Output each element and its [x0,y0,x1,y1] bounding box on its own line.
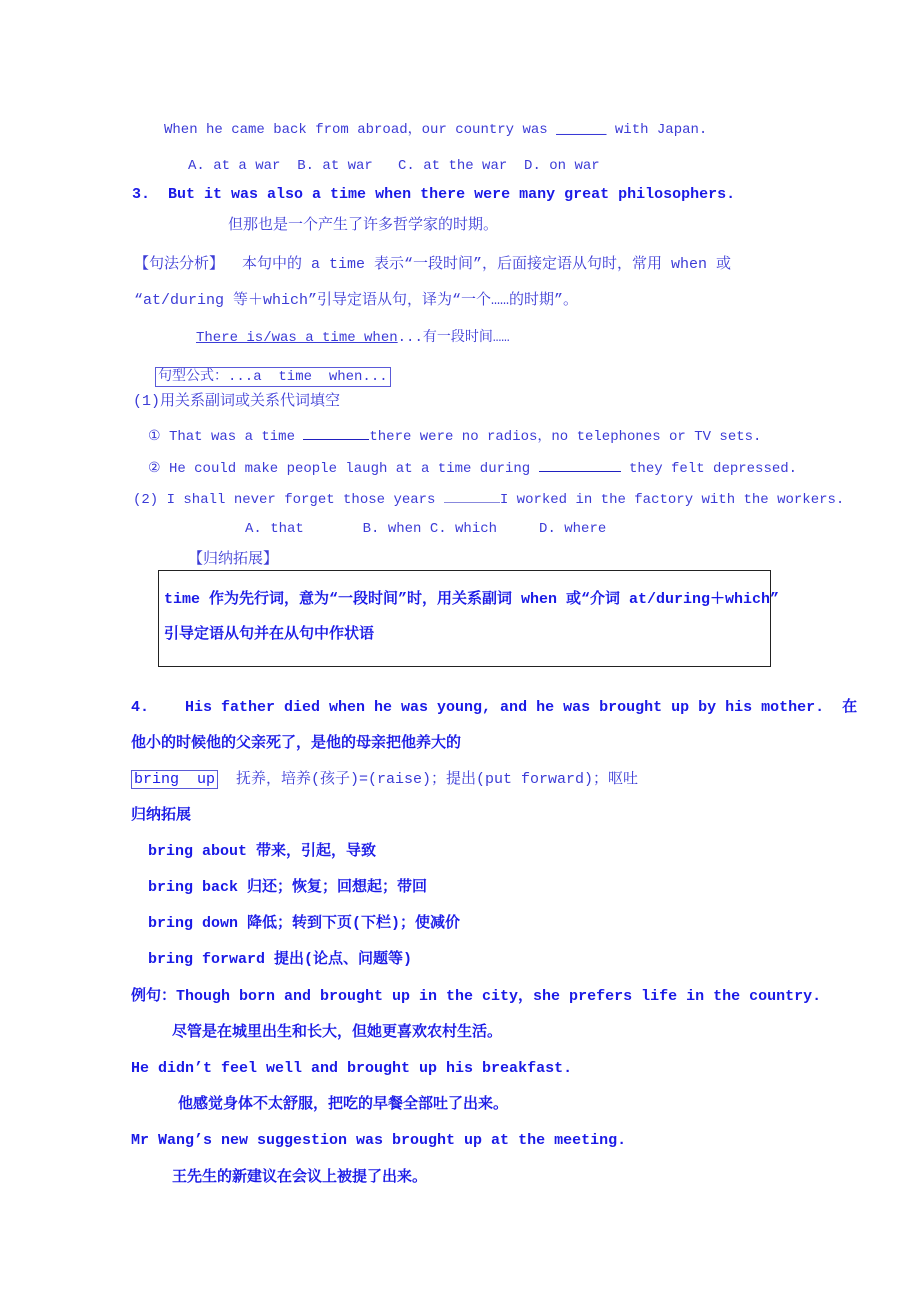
exercise-1 [148,425,761,446]
exercise-3 [133,488,844,509]
exercise-3-options: A. that B. when C. which D. where [245,521,607,537]
q4-expand-title: 归纳拓展 [131,807,192,824]
example-en: He didn’t feel well and brought up his breakfast. [131,1060,573,1077]
ex3-text-a: (2) I shall never forget those years [133,492,444,508]
phrase-item: bring down 降低；转到下页(下栏)；使减价 [148,915,461,932]
phrase-line [131,771,638,789]
phrase-bring-up: bring up [131,770,218,789]
analysis-line-1: 【句法分析】 本句中的 a time 表示“一段时间”，后面接定语从句时，常用 when 或 [134,256,732,273]
exercise-title: (1)用关系副词或关系代词填空 [133,393,341,410]
q3-translation: 但那也是一个产生了许多哲学家的时期。 [228,217,499,234]
example-zh: 王先生的新建议在会议上被提了出来。 [172,1169,428,1186]
q4-sentence: 4. His father died when he was young, and he was brought up by his mother. 在 [131,699,858,716]
q4-translation: 他小的时候他的父亲死了，是他的母亲把他养大的 [131,735,462,752]
analysis-line-2: “at/during 等＋which”引导定语从句，译为“一个……的时期”。 [134,292,579,309]
phrase-item: bring about 带来，引起，导致 [148,843,377,860]
ex2-text-b: they felt depressed. [620,461,798,477]
q2-text-a: When he came back from abroad，our country was [164,122,557,138]
ex3-blank [444,488,500,503]
expand-line-1: time 作为先行词，意为“一段时间”时，用关系副词 when 或“介词 at/during＋which” [164,591,780,608]
example-en: Mr Wang’s new suggestion was brought up at the meeting. [131,1132,627,1149]
pattern-rest: ...有一段时间…… [397,330,510,346]
q2-blank: ______ [556,122,607,138]
q3-text: But it was also a time when there were many great philosophers. [168,186,736,203]
exercise-2 [148,457,797,478]
q2-sentence [164,121,707,139]
expand-box [158,570,771,667]
pattern-line [196,329,510,347]
ex1-blank [303,425,369,440]
pattern-underlined: There is/was a time when [196,330,398,346]
sentence-formula: 句型公式：...a time when... [155,367,391,387]
q3-sentence [132,186,735,204]
ex2-blank [539,457,621,472]
ex1-text-a: ① That was a time [148,429,304,445]
q2-text-b: with Japan. [606,122,708,138]
ex1-text-b: there were no radios，no telephones or TV sets. [369,429,762,445]
phrase-meaning: 抚养，培养(孩子)=(raise)；提出(put forward)；呕吐 [218,771,639,788]
phrase-item: bring back 归还；恢复；回想起；带回 [148,879,428,896]
example-en: 例句：Though born and brought up in the city，she prefers life in the country. [131,988,822,1005]
phrase-item: bring forward 提出(论点、问题等) [148,951,413,968]
q3-number: 3. [132,186,151,203]
example-zh: 尽管是在城里出生和长大，但她更喜欢农村生活。 [172,1024,503,1041]
ex2-text-a: ② He could make people laugh at a time during [148,461,539,477]
expand-title: 【归纳拓展】 [188,551,279,568]
ex3-text-b: I worked in the factory with the workers. [499,492,845,508]
example-zh: 他感觉身体不太舒服，把吃的早餐全部吐了出来。 [178,1096,509,1113]
q2-options: A. at a war B. at war C. at the war D. on war [188,158,600,174]
expand-line-2: 引导定语从句并在从句中作状语 [164,626,375,643]
